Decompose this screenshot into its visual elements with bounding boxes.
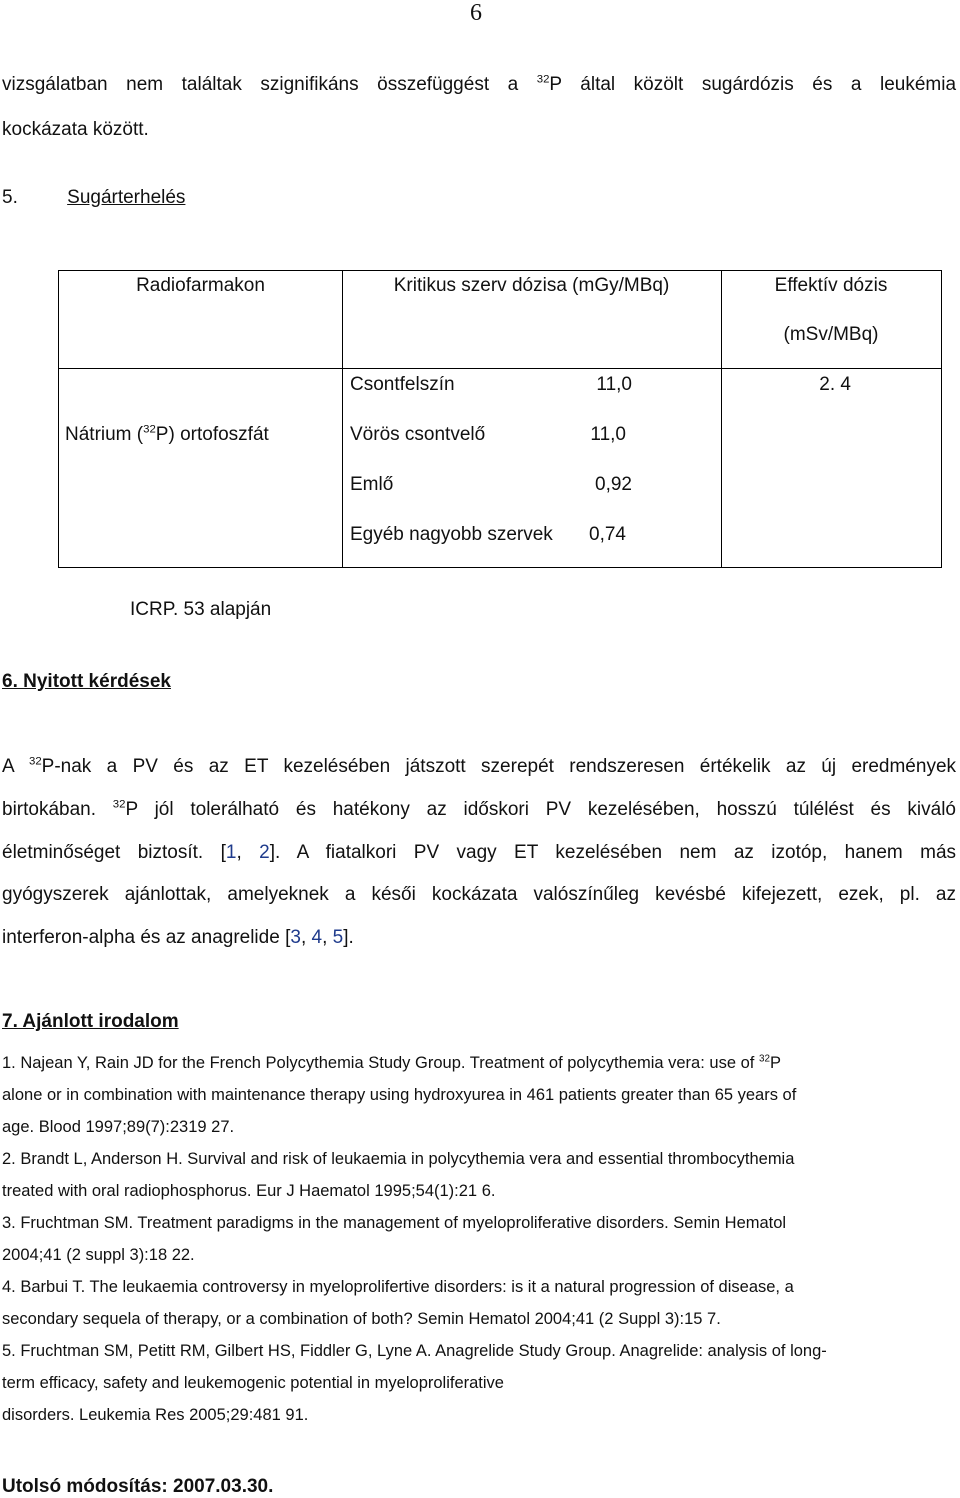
table-source: ICRP. 53 alapján <box>130 599 272 620</box>
text: P <box>769 1054 781 1072</box>
organ-dose: 0,92 <box>595 474 632 495</box>
organ-name: Egyéb nagyobb szervek <box>350 524 553 545</box>
citation-link[interactable]: 5 <box>332 927 344 948</box>
isotope-superscript: 32 <box>112 798 126 811</box>
intro-line-1 <box>2 74 956 96</box>
effective-dose-value: 2. 4 <box>819 374 851 395</box>
page-number: 6 <box>470 0 482 26</box>
text: ]. <box>343 927 354 948</box>
section-5-number: 5. <box>2 187 18 208</box>
reference-4-line-2: secondary sequela of therapy, or a combination of both? Semin Hematol 2004;41 (2 Suppl 3):15 7. <box>2 1310 721 1328</box>
section-5-heading <box>2 187 185 209</box>
header-radiopharmaceutical: Radiofarmakon <box>136 275 265 296</box>
text: P-nak a PV és az ET kezelésében játszott szerepét rendszeresen értékelik az új eredmények <box>41 756 957 777</box>
citation-link[interactable]: 2 <box>259 842 270 863</box>
text: P jól tolerálható és hatékony az időskori PV kezelésében, hosszú túlélést és kiváló <box>125 799 956 820</box>
section-7-heading: 7. Ajánlott irodalom <box>2 1011 179 1032</box>
citation-link[interactable]: 3 <box>290 927 301 948</box>
text: ]. <box>269 842 281 863</box>
text: , <box>236 842 260 863</box>
reference-list <box>2 1047 956 1431</box>
text: [ <box>220 842 226 863</box>
section-6-line-5 <box>2 927 354 949</box>
last-modified: Utolsó módosítás: 2007.03.30. <box>2 1476 274 1497</box>
intro-line-2: kockázata között. <box>2 119 149 140</box>
table-divider <box>59 368 941 369</box>
section-6-line-4: gyógyszerek ajánlottak, amelyeknek a késői kockázata valószínűleg kevésbé kifejezett, ezek, pl. az <box>2 884 956 905</box>
drug-name <box>65 424 269 446</box>
table-divider <box>342 271 343 567</box>
header-effective-dose-unit: (mSv/MBq) <box>783 324 879 345</box>
intro-text-b: P által közölt sugárdózis és a leukémia <box>549 74 957 95</box>
intro-text-a: vizsgálatban nem találtak szignifikáns összefüggést a <box>2 74 519 95</box>
table-divider <box>721 271 722 567</box>
section-6-line-3 <box>2 842 956 864</box>
text: életminőséget biztosít. <box>2 842 204 863</box>
section-6-line-1 <box>2 756 956 778</box>
drug-name-a: Nátrium ( <box>65 424 144 445</box>
reference-3-line-2: 2004;41 (2 suppl 3):18 22. <box>2 1246 195 1264</box>
reference-5-line-3: disorders. Leukemia Res 2005;29:481 91. <box>2 1406 309 1424</box>
section-5-title: Sugárterhelés <box>67 187 186 208</box>
text: A fiatalkori PV vagy ET kezelésében nem az izotóp, hanem más <box>296 842 957 863</box>
section-6-heading: 6. Nyitott kérdések <box>2 671 171 692</box>
reference-1-line-1 <box>2 1047 956 1079</box>
text: A <box>2 756 14 777</box>
reference-5-line-2: term efficacy, safety and leukemogenic potential in myeloproliferative <box>2 1374 504 1392</box>
text: 1. Najean Y, Rain JD for the French Polycythemia Study Group. Treatment of polycythemia vera: use of <box>2 1054 755 1072</box>
header-effective-dose: Effektív dózis <box>774 275 888 296</box>
reference-2-line-2: treated with oral radiophosphorus. Eur J Haematol 1995;54(1):21 6. <box>2 1182 496 1200</box>
organ-name: Emlő <box>350 474 394 495</box>
isotope-superscript: 32 <box>758 1053 770 1065</box>
header-critical-organ-dose: Kritikus szerv dózisa (mGy/MBq) <box>393 275 670 296</box>
reference-4-line-1: 4. Barbui T. The leukaemia controversy in myeloprolifertive disorders: is it a natural progression of disease, a <box>2 1278 794 1296</box>
drug-isotope-superscript: 32 <box>143 423 156 436</box>
reference-5-line-1: 5. Fruchtman SM, Petitt RM, Gilbert HS, Fiddler G, Lyne A. Anagrelide Study Group. Anagrelide: analysis of long- <box>2 1342 827 1360</box>
reference-1-line-2: alone or in combination with maintenance therapy using hydroxyurea in 461 patients greater than 65 years of <box>2 1086 797 1104</box>
reference-3-line-1: 3. Fruchtman SM. Treatment paradigms in the management of myeloproliferative disorders. Semin Hematol <box>2 1214 787 1232</box>
citation-link[interactable]: 1 <box>225 842 237 863</box>
isotope-superscript: 32 <box>536 73 550 86</box>
dose-table <box>58 270 942 568</box>
drug-name-b: P) ortofoszfát <box>155 424 269 445</box>
reference-2-line-1: 2. Brandt L, Anderson H. Survival and risk of leukaemia in polycythemia vera and essential thrombocythemia <box>2 1150 795 1168</box>
text: , <box>300 927 312 948</box>
text: birtokában. <box>2 799 97 820</box>
organ-name: Csontfelszín <box>350 374 455 395</box>
isotope-superscript: 32 <box>29 755 42 768</box>
organ-dose: 11,0 <box>596 374 632 395</box>
section-6-line-2 <box>2 799 956 821</box>
citation-link[interactable]: 4 <box>311 927 323 948</box>
organ-dose: 11,0 <box>590 424 626 445</box>
text: , <box>322 927 333 948</box>
reference-1-line-3: age. Blood 1997;89(7):2319 27. <box>2 1118 235 1136</box>
organ-dose: 0,74 <box>589 524 626 545</box>
organ-name: Vörös csontvelő <box>350 424 486 445</box>
text: interferon-alpha és az anagrelide [ <box>2 927 291 948</box>
